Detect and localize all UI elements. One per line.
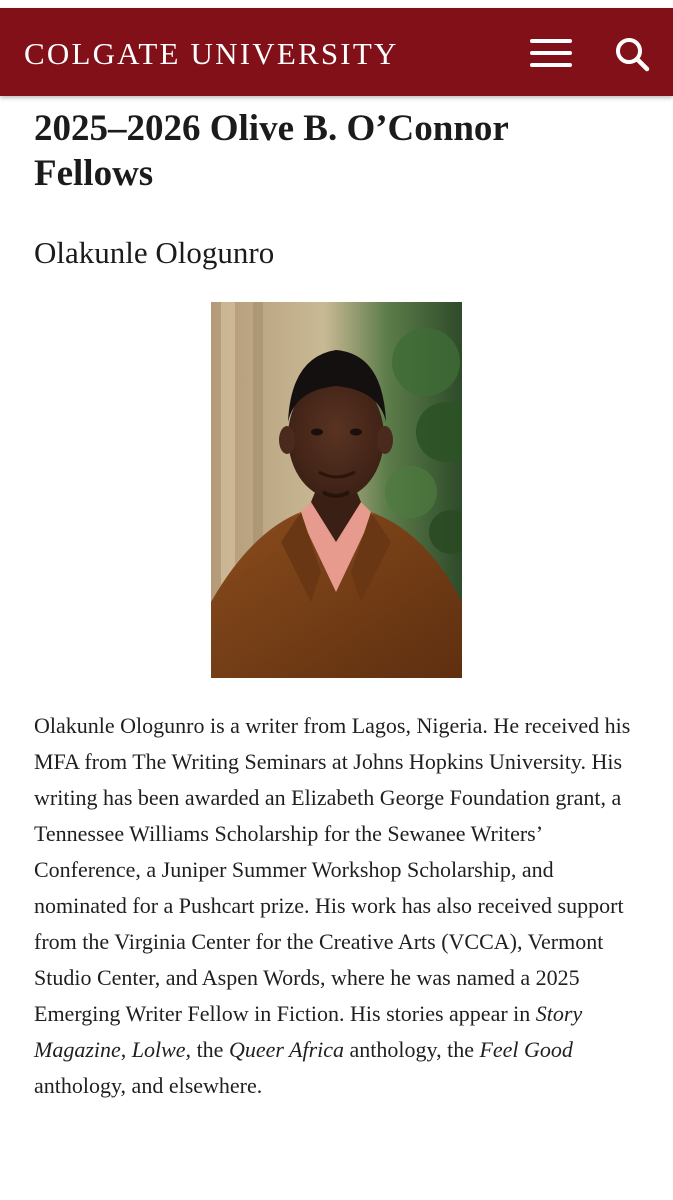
menu-button[interactable]: [528, 38, 574, 70]
bio-text: anthology, and elsewhere.: [34, 1073, 263, 1098]
search-icon: [612, 34, 652, 74]
university-logo[interactable]: COLGATE UNIVERSITY: [24, 36, 399, 71]
fellow-portrait-photo: [211, 302, 462, 678]
publication-title: Story Magazine: [34, 1001, 583, 1062]
bio-text: anthology, the: [344, 1037, 480, 1062]
bio-text: ,: [120, 1037, 132, 1062]
hamburger-menu-icon: [528, 38, 574, 70]
bio-text: the: [191, 1037, 229, 1062]
fellow-name: Olakunle Ologunro: [34, 235, 275, 270]
publication-title: Lolwe,: [131, 1037, 192, 1062]
page-title: 2025–2026 Olive B. O’Connor Fellows: [34, 108, 509, 194]
publication-title: Feel Good: [479, 1037, 573, 1062]
bio-text: Olakunle Ologunro is a writer from Lagos, Nigeria. He received his MFA from The Writing Seminars at Johns Hopkins University. His writing has been awarded an Elizabeth George Foundation grant, a Tennessee Williams Scholarship for the Sewanee Writers’ Conference, a Juniper Summer Workshop Scholarship, and nominated for a Pushcart prize. His work has also received support from the Virginia Center for the Creative Arts (VCCA), Vermont Studio Center, and Aspen Words, where he was named a 2025 Emerging Writer Fellow in Fiction. His stories appear in: [34, 713, 631, 1026]
publication-title: Queer Africa: [228, 1037, 345, 1062]
fellow-biography: [34, 708, 644, 1104]
search-button[interactable]: [612, 34, 652, 74]
site-header: [0, 8, 673, 96]
